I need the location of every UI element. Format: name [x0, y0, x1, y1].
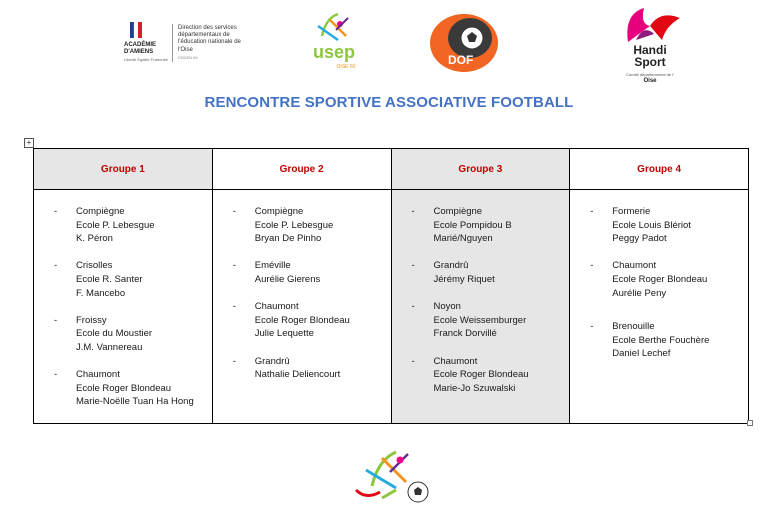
list-item: - Compiègne Ecole P. Lebesgue Bryan De Pinho — [233, 205, 391, 246]
school: Ecole Roger Blondeau — [254, 314, 350, 326]
dof-logo-icon — [426, 12, 502, 74]
town: Noyon — [433, 301, 461, 313]
school: Ecole Louis Blériot — [612, 219, 691, 231]
usep-football-logo — [352, 446, 436, 506]
academie-separator — [172, 24, 173, 62]
handisport-sub: Comité départemental de l' — [626, 72, 674, 77]
list-item: - Chaumont Ecole Roger Blondeau Marie-Jo Szuwalski — [412, 355, 570, 396]
town: Brenouille — [612, 321, 655, 333]
town: Compiègne — [433, 206, 483, 217]
handisport-name: Handi Sport — [633, 43, 667, 69]
academie-logo — [124, 22, 246, 68]
list-item: - Compiègne Ecole Pompidou B Marié/Nguyen — [412, 205, 570, 246]
column-header-groupe-1: Groupe 1 — [34, 149, 213, 190]
town: Crisolles — [76, 260, 113, 272]
school: Ecole Roger Blondeau — [612, 273, 708, 285]
town: Chaumont — [612, 260, 657, 272]
dof-logo — [426, 12, 502, 74]
teacher: Daniel Lechef — [612, 348, 671, 360]
list-item: - Compiègne Ecole P. Lebesgue K. Péron — [54, 205, 212, 246]
list-item: - Brenouille Ecole Berthe Fouchère Daniel Lechef — [590, 320, 748, 361]
usep-football-logo-icon — [352, 446, 436, 506]
list-item: - Chaumont Ecole Roger Blondeau Julie Lequette — [233, 300, 391, 341]
town: Compiègne — [254, 206, 304, 217]
list-item: - Froissy Ecole du Moustier J.M. Vannereau — [54, 314, 212, 355]
teacher: Marie-Jo Szuwalski — [433, 382, 516, 394]
usep-logo-icon — [300, 10, 368, 72]
usep-logo — [300, 10, 368, 72]
teacher: Aurélie Peny — [612, 287, 667, 299]
teacher: Jérémy Riquet — [433, 273, 495, 285]
svg-text:OISE 60: OISE 60 — [336, 64, 356, 70]
town: Formerie — [612, 206, 651, 217]
list-item: - Formerie Ecole Louis Blériot Peggy Padot — [590, 205, 748, 246]
handisport-region: Oise — [643, 78, 657, 84]
groupe-3-cell — [391, 190, 570, 424]
school: Ecole Roger Blondeau — [76, 382, 172, 394]
marianne-icon — [130, 22, 142, 38]
handisport-logo — [610, 4, 690, 86]
column-header-groupe-3: Groupe 3 — [391, 149, 570, 190]
school: Ecole Roger Blondeau — [433, 369, 529, 381]
table-move-handle[interactable]: + — [24, 138, 34, 148]
teacher: J.M. Vannereau — [76, 341, 143, 353]
teacher: Franck Dorvillé — [433, 328, 497, 340]
teacher: Aurélie Gierens — [254, 273, 321, 285]
teacher: Marié/Nguyen — [433, 233, 493, 245]
academie-direction: Direction des services départementaux de l'éducation nationale de l'Oise — [178, 25, 241, 53]
school: Ecole Weissemburger — [433, 314, 527, 326]
column-header-groupe-4: Groupe 4 — [570, 149, 749, 190]
academie-motto: Liberté Égalité Fraternité — [124, 57, 168, 62]
svg-text:DOF: DOF — [448, 53, 474, 67]
academie-code: DSDEN 60 — [178, 55, 198, 60]
academie-name: ACADÉMIE D'AMIENS — [124, 42, 157, 55]
teacher: Marie-Noëlle Tuan Ha Hong — [76, 396, 194, 408]
school: Ecole P. Lebesgue — [254, 219, 334, 231]
list-item: - Grandrû Nathalie Deliencourt — [233, 355, 391, 382]
handisport-logo-icon — [610, 4, 690, 44]
list-item: - Grandrû Jérémy Riquet — [412, 259, 570, 286]
list-item: - Chaumont Ecole Roger Blondeau Aurélie Peny — [590, 259, 748, 300]
town: Eméville — [254, 260, 291, 272]
list-item: - Crisolles Ecole R. Santer F. Mancebo — [54, 259, 212, 300]
teacher: K. Péron — [76, 233, 113, 245]
town: Froissy — [76, 314, 107, 326]
groups-table — [33, 148, 749, 424]
table-header-row — [34, 149, 749, 190]
column-header-groupe-2: Groupe 2 — [212, 149, 391, 190]
teacher: Bryan De Pinho — [254, 233, 322, 245]
school: Ecole P. Lebesgue — [76, 219, 155, 231]
town: Grandrû — [254, 355, 290, 367]
page-title: RENCONTRE SPORTIVE ASSOCIATIVE FOOTBALL — [204, 94, 574, 111]
school: Ecole du Moustier — [76, 328, 153, 340]
groupe-2-cell — [212, 190, 391, 424]
list-item: - Chaumont Ecole Roger Blondeau Marie-Noëlle Tuan Ha Hong — [54, 368, 212, 409]
table-resize-handle[interactable] — [747, 420, 753, 426]
teacher: Peggy Padot — [612, 233, 667, 245]
school: Ecole Berthe Fouchère — [612, 334, 710, 346]
table-row — [34, 190, 749, 424]
teacher: F. Mancebo — [76, 287, 126, 299]
groupe-1-cell — [34, 190, 213, 424]
teacher: Julie Lequette — [254, 328, 314, 340]
town: Chaumont — [254, 301, 299, 313]
teacher: Nathalie Deliencourt — [254, 369, 341, 381]
list-item: - Noyon Ecole Weissemburger Franck Dorvillé — [412, 300, 570, 341]
town: Compiègne — [76, 206, 125, 217]
town: Chaumont — [76, 369, 120, 381]
school: Ecole R. Santer — [76, 273, 143, 285]
list-item: - Eméville Aurélie Gierens — [233, 259, 391, 286]
groupe-4-cell — [570, 190, 749, 424]
town: Grandrû — [433, 260, 469, 272]
school: Ecole Pompidou B — [433, 219, 512, 231]
town: Chaumont — [433, 355, 478, 367]
svg-text:usep: usep — [312, 42, 356, 62]
